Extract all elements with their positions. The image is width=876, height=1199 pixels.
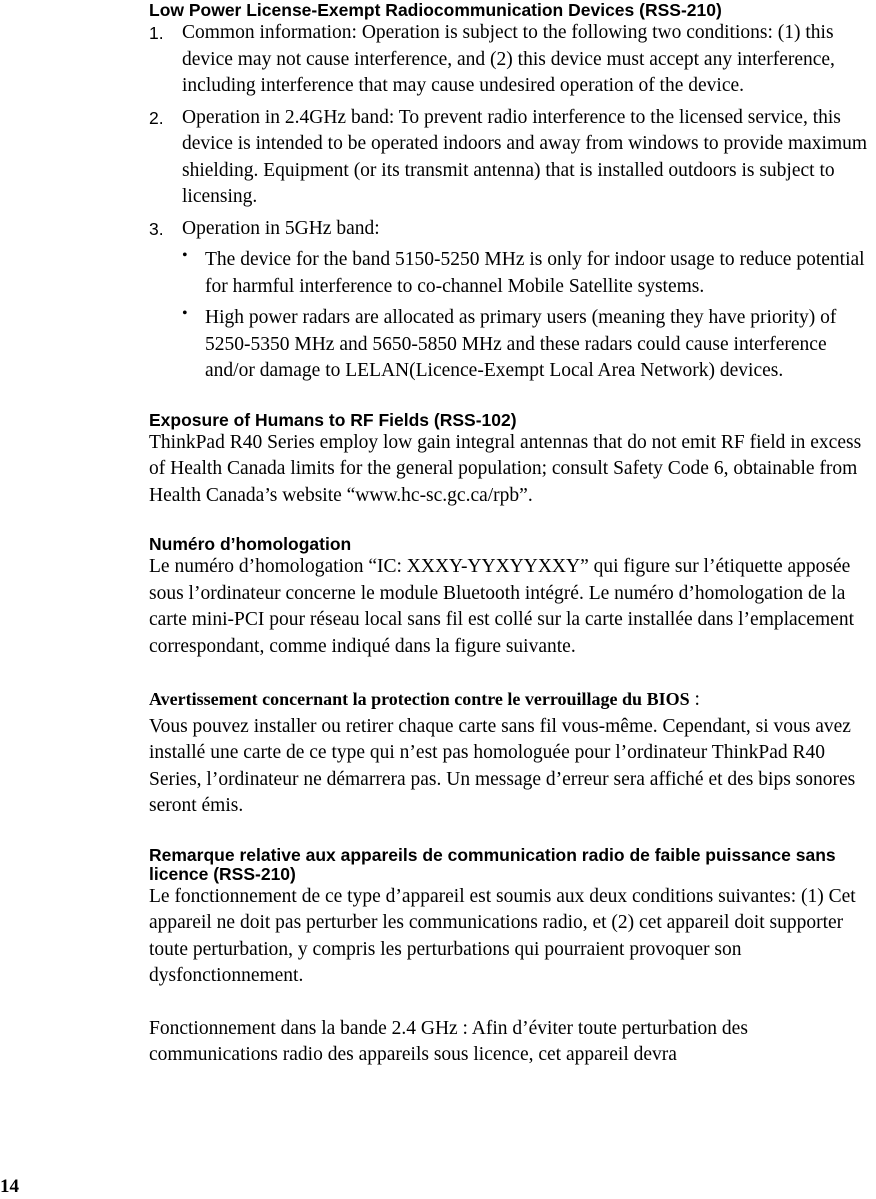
- bios-warning-body: Vous pouvez installer ou retirer chaque carte sans fil vous-même. Cependant, si vous avez installé une carte de ce type qui n’est pas homologuée pour l’ordinateur ThinkPad R40 Series, l’ordinateur ne démarrera pas. Un message d’erreur sera affiché et des bips sonores seront émis.: [149, 715, 856, 816]
- list-item: [149, 105, 876, 211]
- bande-24ghz-body: Fonctionnement dans la bande 2.4 GHz : Afin d’éviter toute perturbation des communications radio des appareils sous licence, cet appareil devra: [149, 1017, 748, 1065]
- list-item: [149, 216, 876, 385]
- remarque-heading: Remarque relative aux appareils de communication radio de faible puissance sans licence (RSS-210): [149, 844, 836, 884]
- spacer: [149, 390, 876, 411]
- bios-warning-colon: :: [689, 689, 700, 710]
- bullet-text: High power radars are allocated as primary users (meaning they have priority) of 5250-5350 MHz and 5650-5850 MHz and these radars could cause interference and/or damage to LELAN(Licence-Exempt Local Area Network) devices.: [205, 307, 837, 381]
- spacer: [149, 509, 876, 535]
- list-number: 2.: [149, 107, 164, 128]
- remarque-body: Le fonctionnement de ce type d’appareil est soumis aux deux conditions suivantes: (1) Cet appareil ne doit pas perturber les communications radio, et (2) cet appareil doit supporter toute perturbation, y compris les perturbations qui pourraient provoquer son dysfonctionnement.: [149, 885, 856, 986]
- homologation-body: Le numéro d’homologation “IC: XXXY-YYXYYXXY” qui figure sur l’étiquette apposée sous l’ordinateur concerne le module Bluetooth intégré. Le numéro d’homologation de la carte mini-PCI pour réseau local sans fil est collé sur la carte installée dans l’emplacement correspondant, comme indiqué dans la figure suivante.: [149, 556, 854, 657]
- rss210-heading: Low Power License-Exempt Radiocommunication Devices (RSS-210): [149, 0, 722, 20]
- list-item-text: Common information: Operation is subject to the following two conditions: (1) this device may not cause interference, and (2) this device must accept any interference, including interference that may cause undesired operation of the device.: [182, 22, 835, 96]
- bios-paragraph: [149, 686, 876, 714]
- bullet-item: [182, 305, 876, 385]
- spacer: [149, 660, 876, 686]
- page-number: 14: [0, 1176, 19, 1197]
- spacer: [149, 990, 876, 1016]
- bullet-icon: •: [182, 305, 188, 322]
- bullet-item: [182, 247, 876, 300]
- list-number: 3.: [149, 218, 164, 239]
- list-item-text: Operation in 5GHz band:: [182, 217, 380, 239]
- page-content: [149, 0, 876, 1069]
- homologation-heading: Numéro d’homologation: [149, 534, 352, 554]
- list-item-text: Operation in 2.4GHz band: To prevent radio interference to the licensed service, this device is intended to be operated indoors and away from windows to provide maximum shielding. Equipment (or its transmit antenna) that is installed outdoors is subject to licensing.: [182, 106, 868, 207]
- rss102-body: ThinkPad R40 Series employ low gain integral antennas that do not emit RF field in excess of Health Canada limits for the general population; consult Safety Code 6, obtainable from Health Canada’s website “www.hc-sc.gc.ca/rpb”.: [149, 431, 862, 506]
- rss102-heading: Exposure of Humans to RF Fields (RSS-102): [149, 409, 517, 430]
- list-item: [149, 20, 876, 100]
- spacer: [149, 820, 876, 846]
- bullet-list: [182, 247, 876, 385]
- bios-warning-title: Avertissement concernant la protection contre le verrouillage du BIOS: [149, 689, 690, 709]
- list-number: 1.: [149, 23, 164, 43]
- bullet-icon: •: [182, 247, 188, 264]
- bullet-text: The device for the band 5150-5250 MHz is only for indoor usage to reduce potential for harmful interference to co-channel Mobile Satellite systems.: [205, 249, 865, 297]
- rss210-numbered-list: [149, 20, 876, 385]
